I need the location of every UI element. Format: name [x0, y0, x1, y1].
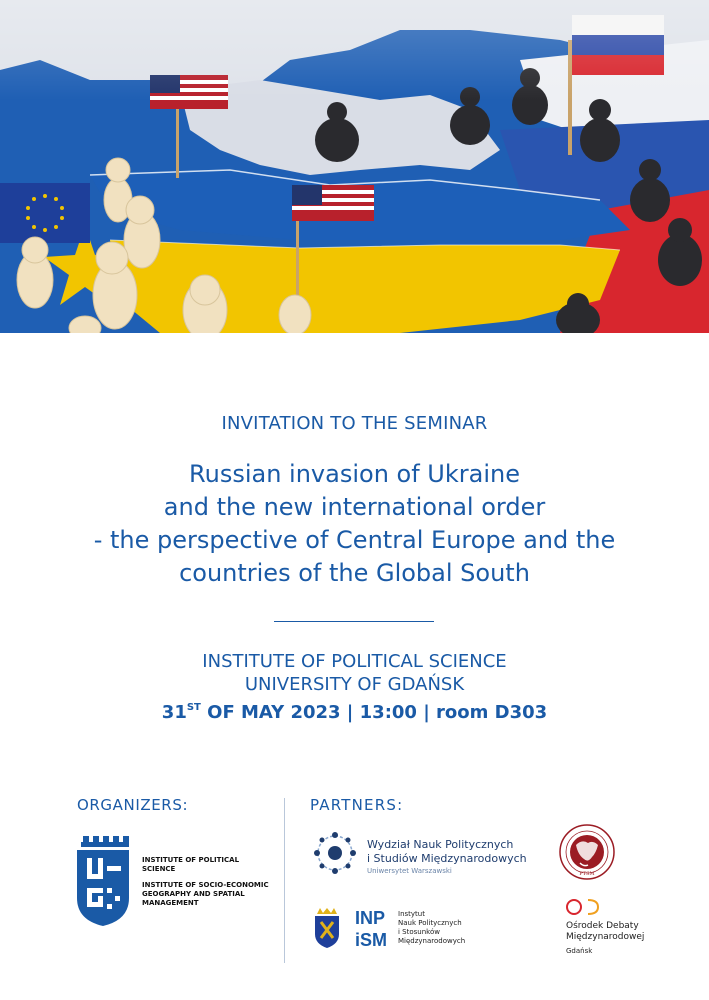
inpism-logo-top: INP	[355, 908, 386, 928]
inpism-line: Instytut	[398, 910, 425, 918]
organizer-line: SCIENCE	[142, 865, 176, 873]
ptsm-seal-icon	[558, 823, 616, 887]
organizer-line: INSTITUTE OF SOCIO-ECONOMIC	[142, 881, 269, 889]
institute-name: INSTITUTE OF POLITICAL SCIENCE	[202, 651, 507, 672]
odm-line: Ośrodek Debaty	[566, 921, 639, 931]
gdansk-crest-icon	[314, 908, 340, 948]
chessboard-map-icon	[0, 0, 709, 333]
inpism-line: i Stosunków	[398, 928, 440, 936]
odm-name	[566, 921, 644, 957]
wnpism-line: Wydział Nauk Politycznych	[367, 838, 514, 851]
university-name: UNIVERSITY OF GDAŃSK	[244, 674, 465, 695]
organizer-line: MANAGEMENT	[142, 899, 199, 907]
hero-image	[0, 0, 709, 333]
inpism-line: Międzynarodowych	[398, 937, 466, 945]
title-line: countries of the Global South	[179, 559, 530, 587]
wnpism-line: i Studiów Międzynarodowych	[367, 852, 527, 865]
odm-line: Międzynarodowej	[566, 932, 645, 942]
wnpism-name	[367, 838, 527, 875]
footer-divider	[284, 798, 285, 963]
organizers-heading: ORGANIZERS:	[77, 796, 189, 814]
title-line: and the new international order	[163, 493, 546, 521]
inpism-logo-bottom: iSM	[355, 930, 388, 950]
organizer-names	[142, 856, 272, 908]
title-line: Russian invasion of Ukraine	[189, 460, 520, 488]
event-date-rest: OF MAY 2023 | 13:00 | room D303	[200, 702, 548, 723]
wnpism-university: Uniwersytet Warszawski	[367, 867, 452, 875]
title-line: - the perspective of Central Europe and the	[93, 526, 616, 554]
event-day: 31	[161, 702, 187, 723]
odm-city: Gdańsk	[566, 947, 593, 955]
invitation-heading: INVITATION TO THE SEMINAR	[221, 413, 488, 434]
university-of-gdansk-logo-icon	[77, 836, 129, 926]
ptsm-abbr: PTSM	[579, 871, 595, 877]
event-datetime	[0, 702, 709, 723]
venue	[0, 650, 709, 696]
wnpism-logo-icon	[314, 832, 356, 874]
seminar-title	[30, 458, 679, 590]
organizer-line: GEOGRAPHY AND SPATIAL	[142, 890, 245, 898]
inpism-logo	[355, 906, 395, 952]
inpism-line: Nauk Politycznych	[398, 919, 462, 927]
inpism-name	[398, 910, 465, 946]
divider-rule	[274, 621, 434, 622]
organizer-line: INSTITUTE OF POLITICAL	[142, 856, 240, 864]
event-day-suffix: ST	[186, 702, 201, 713]
inpism-logo-icon	[355, 906, 395, 952]
odm-logo-icon	[566, 898, 600, 916]
partners-heading: PARTNERS:	[310, 796, 404, 814]
